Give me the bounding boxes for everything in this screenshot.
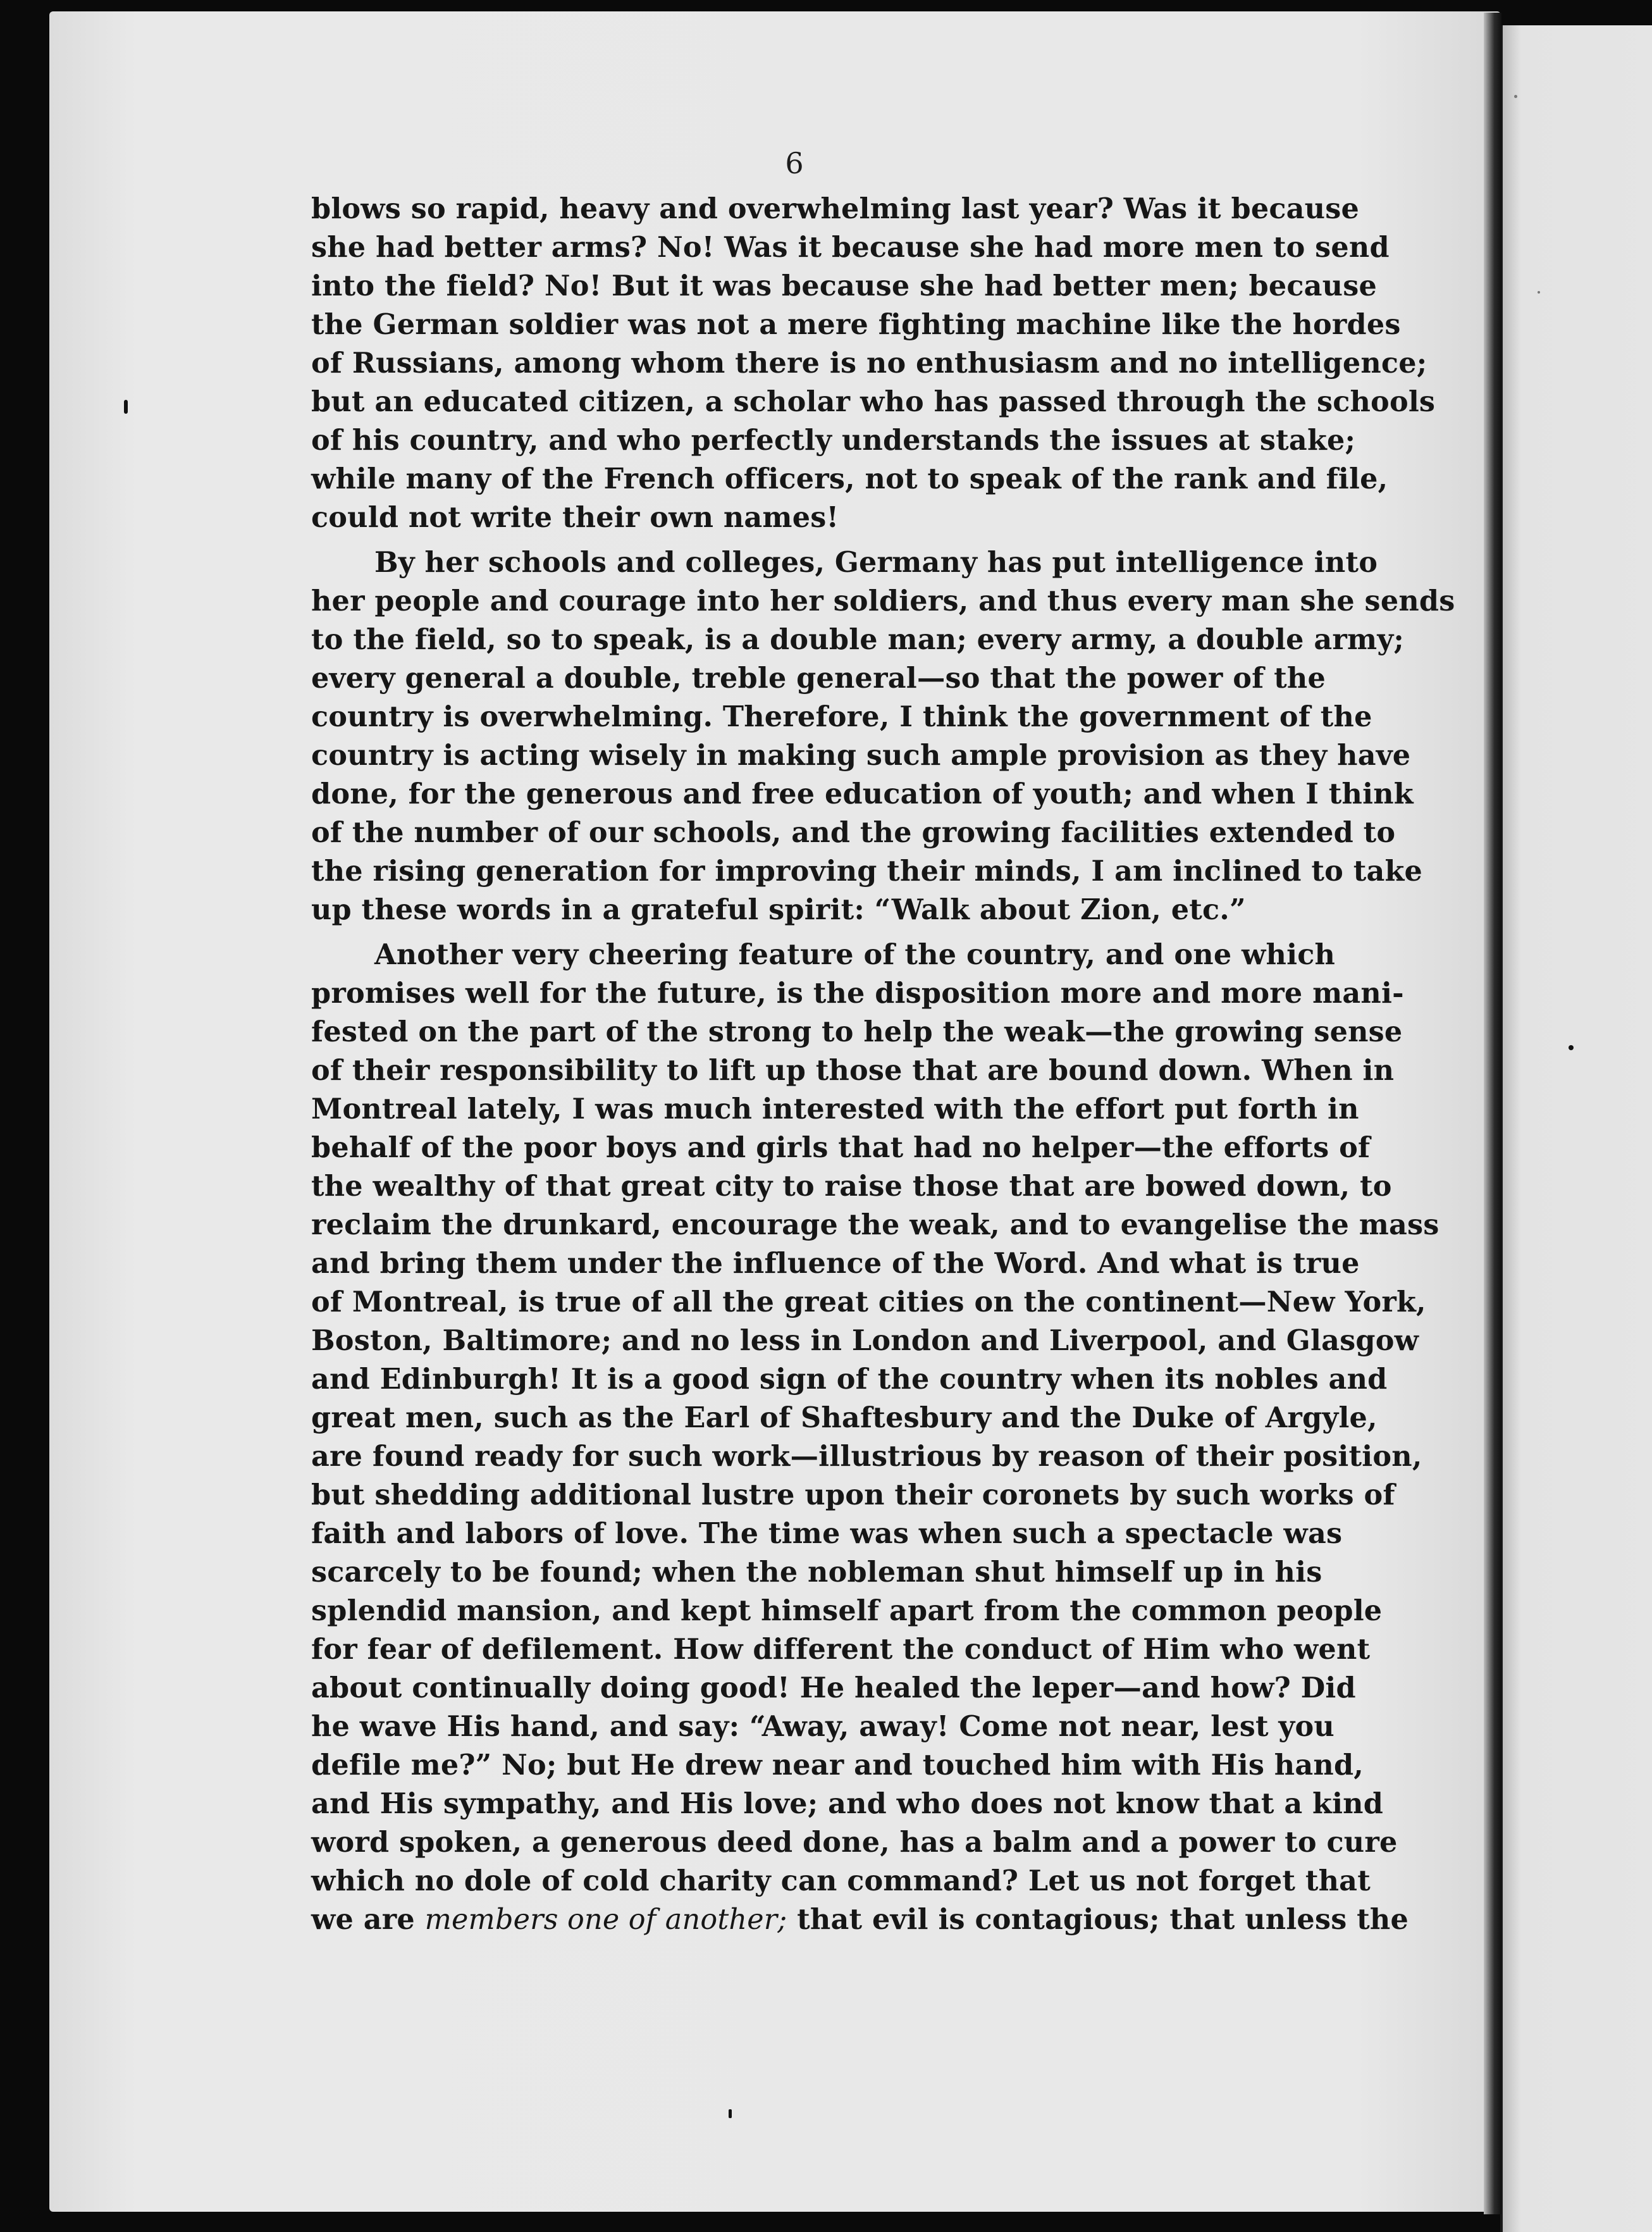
text-line: could not write their own names! (311, 501, 839, 534)
text-line: of his country, and who perfectly understands the issues at stake; (311, 424, 1356, 457)
text-line: she had better arms? No! Was it because she had more men to send (311, 231, 1390, 264)
text-line: are found ready for such work—illustrious by reason of their position, (311, 1440, 1422, 1473)
final-line-start: we are (311, 1903, 425, 1936)
text-line: but an educated citizen, a scholar who has passed through the schools (311, 385, 1436, 418)
text-line: the wealthy of that great city to raise those that are bowed down, to (311, 1170, 1392, 1203)
text-line: her people and courage into her soldiers, and thus every man she sends (311, 585, 1455, 617)
text-line: of the number of our schools, and the growing facilities extended to (311, 816, 1396, 849)
body-text (311, 190, 1455, 1945)
text-line: scarcely to be found; when the nobleman shut himself up in his (311, 1556, 1322, 1589)
text-line: for fear of defilement. How different the conduct of Him who went (311, 1633, 1371, 1666)
text-line: of Montreal, is true of all the great cities on the continent—New York, (311, 1286, 1426, 1318)
text-line: country is overwhelming. Therefore, I think the government of the (311, 700, 1372, 733)
adjacent-page-edge (1500, 25, 1652, 2232)
text-line: Another very cheering feature of the country, and one which (374, 938, 1336, 971)
page-number: 6 (785, 146, 804, 180)
text-line: reclaim the drunkard, encourage the weak, and to evangelise the mass (311, 1208, 1439, 1241)
text-line: behalf of the poor boys and girls that had no helper—the efforts of (311, 1131, 1371, 1164)
italic-phrase: members one of another; (424, 1904, 787, 1936)
text-line: country is acting wisely in making such ample provision as they have (311, 739, 1411, 772)
text-line: and His sympathy, and His love; and who does not know that a kind (311, 1787, 1384, 1820)
text-line: By her schools and colleges, Germany has put intelligence into (374, 546, 1378, 579)
text-line: into the field? No! But it was because she had better men; because (311, 270, 1377, 302)
final-text-line (311, 1900, 1409, 1939)
text-line: and bring them under the influence of the Word. And what is true (311, 1247, 1360, 1280)
text-line: and Edinburgh! It is a good sign of the country when its nobles and (311, 1363, 1388, 1396)
text-line: the rising generation for improving their minds, I am inclined to take (311, 855, 1423, 888)
text-line: the German soldier was not a mere fighting machine like the hordes (311, 308, 1401, 341)
text-line: about continually doing good! He healed the leper—and how? Did (311, 1671, 1356, 1704)
page-gutter-shadow (1484, 13, 1501, 2214)
scan-speck (729, 2109, 732, 2118)
text-line: promises well for the future, is the disposition more and more mani- (311, 977, 1404, 1010)
final-line-end: that evil is contagious; that unless the (787, 1903, 1409, 1936)
text-line: faith and labors of love. The time was when such a spectacle was (311, 1517, 1343, 1550)
scan-speck (1514, 95, 1517, 98)
text-line: but shedding additional lustre upon their coronets by such works of (311, 1479, 1395, 1511)
text-line: which no dole of cold charity can command? Let us not forget that (311, 1864, 1371, 1897)
text-line: fested on the part of the strong to help the weak—the growing sense (311, 1015, 1403, 1048)
text-line: defile me?” No; but He drew near and touched him with His hand, (311, 1749, 1364, 1782)
text-line: of their responsibility to lift up those that are bound down. When in (311, 1054, 1395, 1087)
text-line: Boston, Baltimore; and no less in London and Liverpool, and Glasgow (311, 1324, 1419, 1357)
scan-speck (124, 400, 128, 414)
text-line: word spoken, a generous deed done, has a balm and a power to cure (311, 1826, 1398, 1859)
text-line: done, for the generous and free education of youth; and when I think (311, 778, 1414, 810)
text-line: to the field, so to speak, is a double man; every army, a double army; (311, 623, 1405, 656)
text-line: every general a double, treble general—so that the power of the (311, 662, 1326, 695)
paragraph-1 (311, 190, 1436, 537)
paragraph-3 (311, 936, 1439, 1939)
text-line: Montreal lately, I was much interested with the effort put forth in (311, 1093, 1359, 1125)
scan-speck (1538, 291, 1540, 294)
text-line: blows so rapid, heavy and overwhelming last year? Was it because (311, 192, 1359, 225)
text-line: great men, such as the Earl of Shaftesbury and the Duke of Argyle, (311, 1401, 1378, 1434)
text-line: he wave His hand, and say: “Away, away! Come not near, lest you (311, 1710, 1335, 1743)
paragraph-2 (311, 543, 1455, 929)
scan-speck (1569, 1045, 1574, 1050)
text-line: of Russians, among whom there is no enthusiasm and no intelligence; (311, 347, 1427, 380)
text-line: splendid mansion, and kept himself apart from the common people (311, 1594, 1383, 1627)
text-line: up these words in a grateful spirit: “Walk about Zion, etc.” (311, 893, 1246, 926)
text-line: while many of the French officers, not to speak of the rank and file, (311, 462, 1388, 495)
